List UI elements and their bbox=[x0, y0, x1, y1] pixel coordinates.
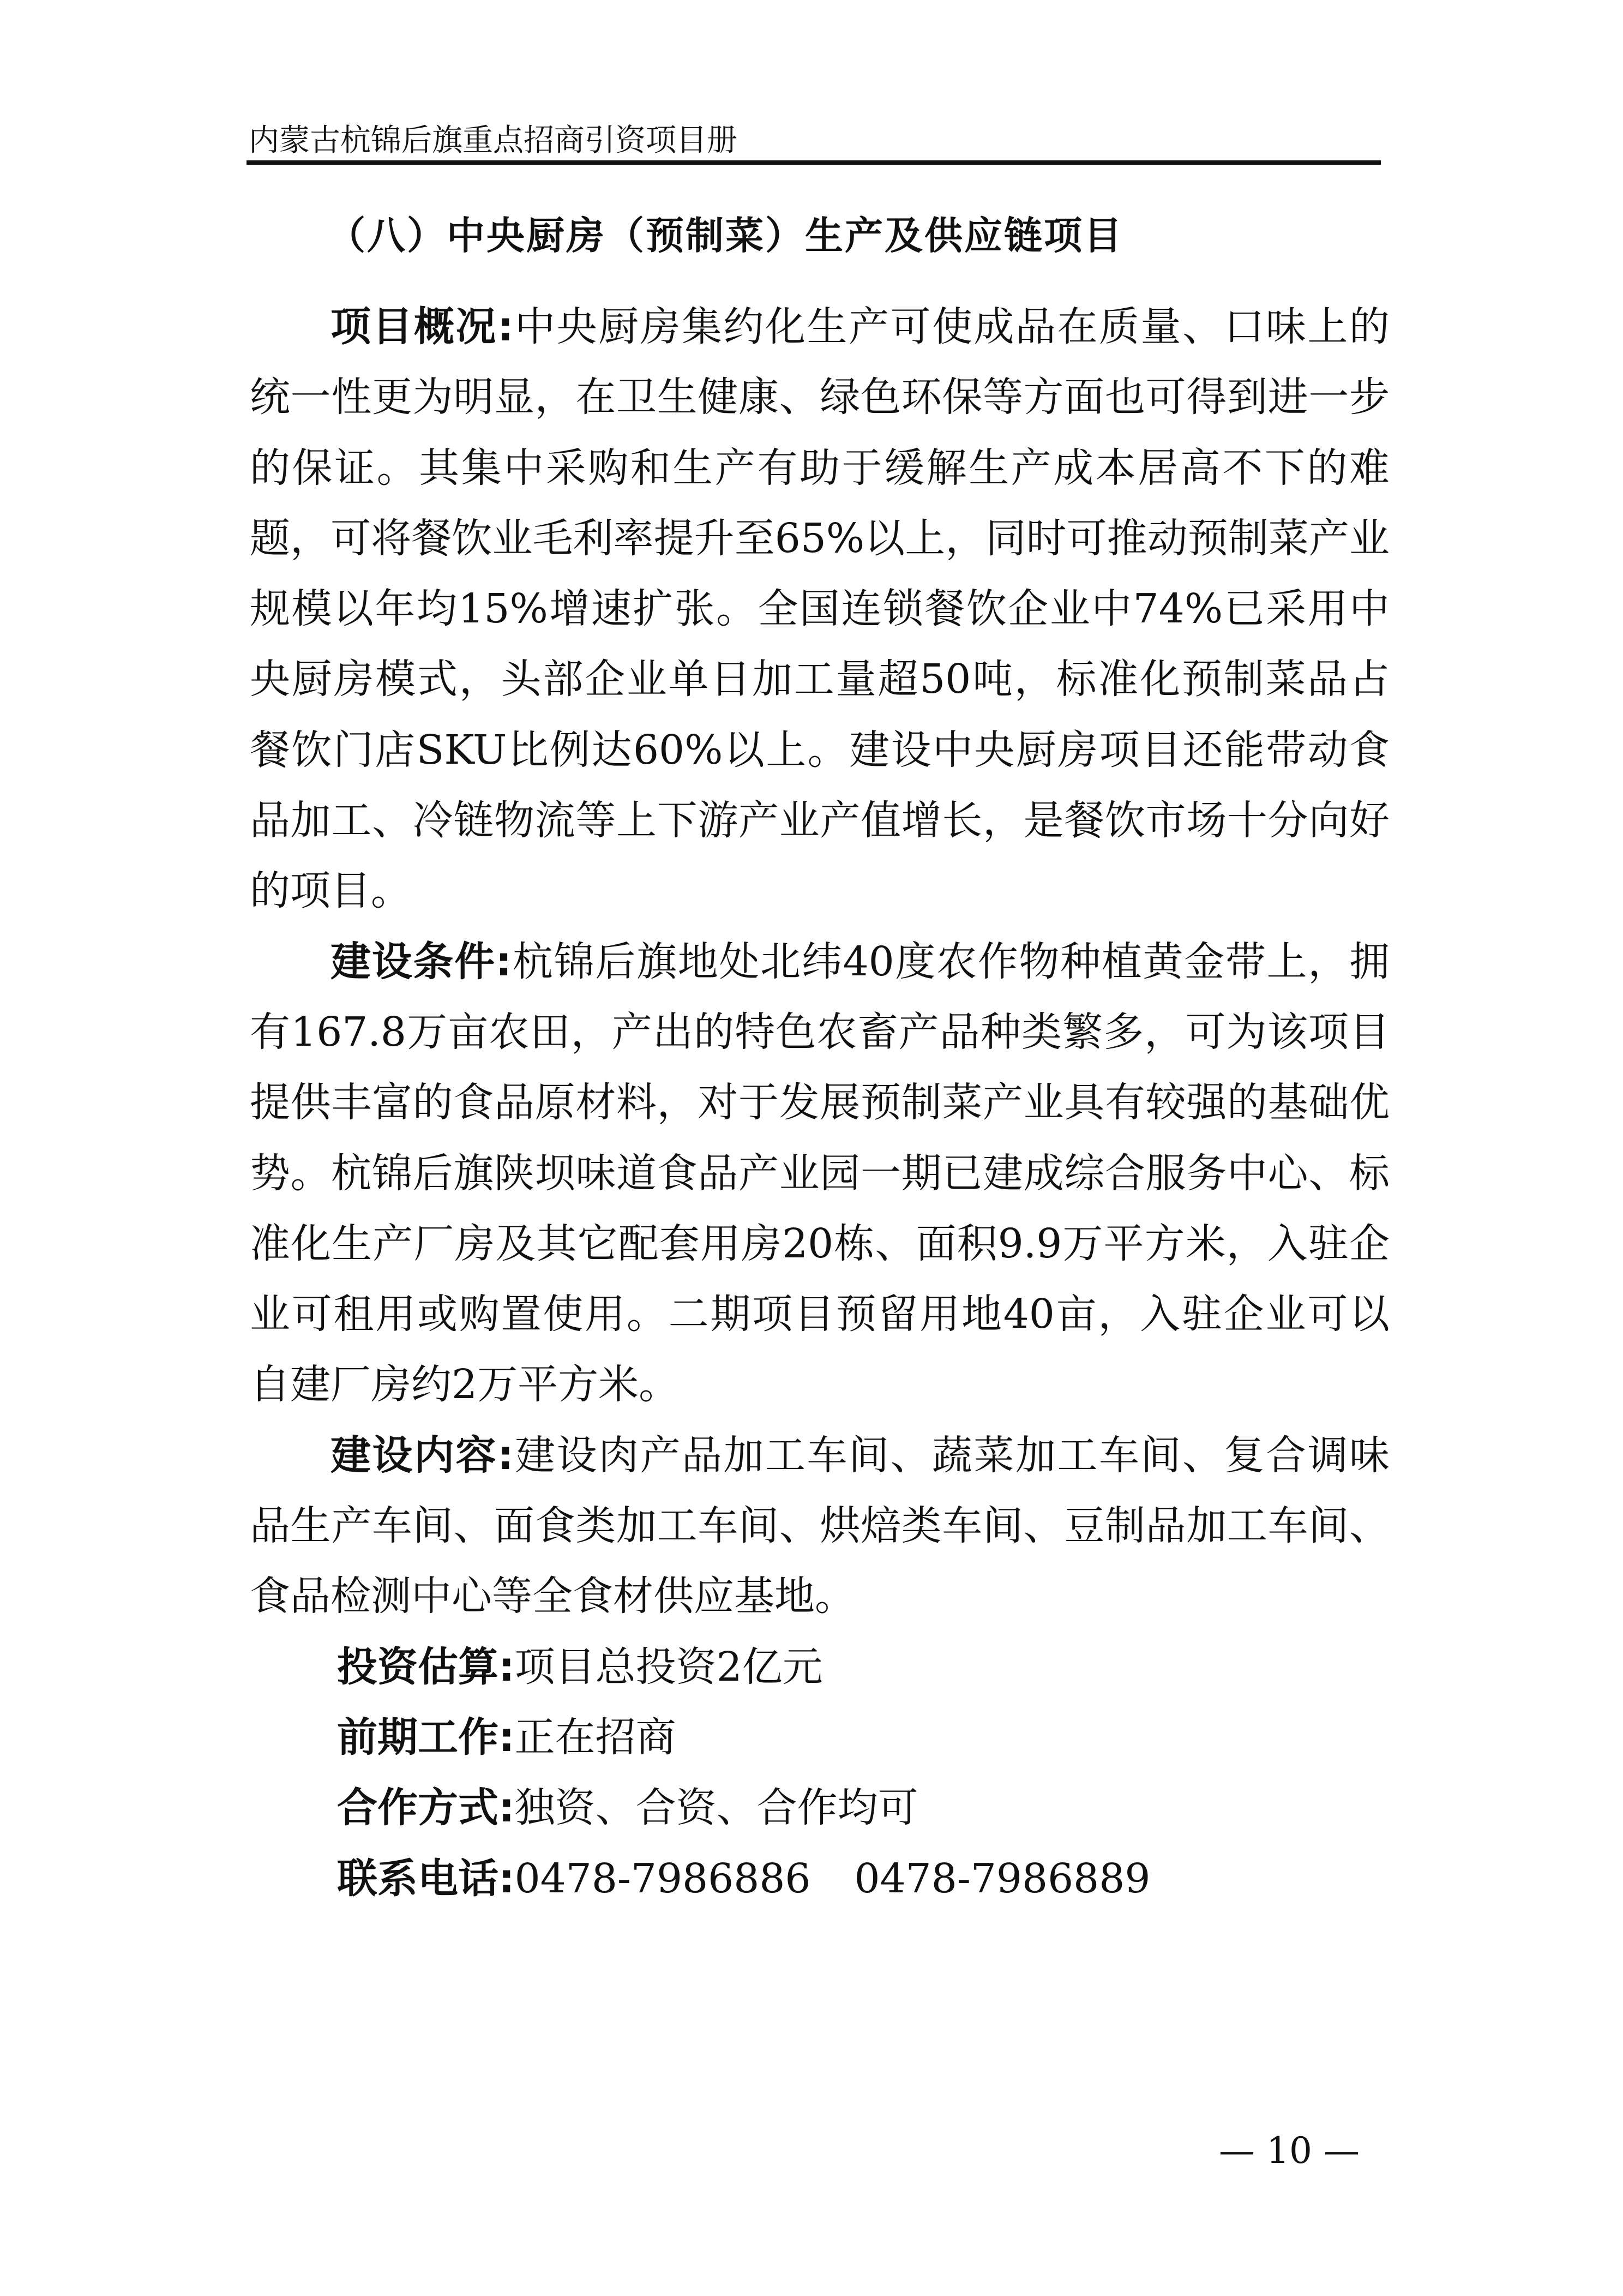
cooperation-line bbox=[250, 1773, 1390, 1843]
preliminary-text: 正在招商 bbox=[514, 1713, 676, 1761]
preliminary-label: 前期工作: bbox=[337, 1713, 515, 1761]
content-label: 建设内容: bbox=[330, 1431, 514, 1479]
page-number: — 10 — bbox=[1219, 2130, 1360, 2172]
page-header bbox=[247, 115, 1381, 167]
preliminary-line bbox=[250, 1702, 1390, 1773]
section-heading: （八）中央厨房（预制菜）生产及供应链项目 bbox=[327, 213, 1123, 258]
overview-label: 项目概况: bbox=[330, 303, 514, 350]
investment-text: 项目总投资2亿元 bbox=[514, 1643, 823, 1690]
contact-phone-1: 0478-7986886 bbox=[514, 1855, 811, 1902]
conditions-paragraph bbox=[250, 927, 1390, 1420]
contact-line bbox=[250, 1844, 1390, 1914]
investment-label: 投资估算: bbox=[337, 1643, 515, 1690]
conditions-label: 建设条件: bbox=[330, 938, 512, 985]
content-text: 建设肉产品加工车间、蔬菜加工车间、复合调味品生产车间、面食类加工车间、烘焙类车间、豆制品加工车间、食品检测中心等全食材供应基地。 bbox=[250, 1431, 1390, 1620]
document-body bbox=[250, 292, 1390, 1914]
conditions-text: 杭锦后旗地处北纬40度农作物种植黄金带上，拥有167.8万亩农田，产出的特色农畜产品种类繁多，可为该项目提供丰富的食品原材料，对于发展预制菜产业具有较强的基础优势。杭锦后旗陕坝味道食品产业园一期已建成综合服务中心、标准化生产厂房及其它配套用房20栋、面积9.9万平方米，入驻企业可租用或购置使用。二期项目预留用地40亩，入驻企业可以自建厂房约2万平方米。 bbox=[250, 938, 1390, 1408]
overview-text: 中央厨房集约化生产可使成品在质量、口味上的统一性更为明显，在卫生健康、绿色环保等方面也可得到进一步的保证。其集中采购和生产有助于缓解生产成本居高不下的难题，可将餐饮业毛利率提升至65%以上，同时可推动预制菜产业规模以年均15%增速扩张。全国连锁餐饮企业中74%已采用中央厨房模式，头部企业单日加工量超50吨，标准化预制菜品占餐饮门店SKU比例达60%以上。建设中央厨房项目还能带动食品加工、冷链物流等上下游产业产值增长，是餐饮市场十分向好的项目。 bbox=[250, 303, 1390, 915]
overview-paragraph bbox=[250, 292, 1390, 927]
cooperation-text: 独资、合资、合作均可 bbox=[514, 1784, 918, 1832]
contact-phone-2: 0478-7986889 bbox=[854, 1855, 1151, 1902]
investment-line bbox=[250, 1632, 1390, 1702]
contact-label: 联系电话: bbox=[337, 1855, 515, 1902]
header-title: 内蒙古杭锦后旗重点招商引资项目册 bbox=[249, 123, 737, 158]
header-rule bbox=[247, 160, 1381, 165]
content-paragraph bbox=[250, 1420, 1390, 1632]
cooperation-label: 合作方式: bbox=[337, 1784, 515, 1832]
